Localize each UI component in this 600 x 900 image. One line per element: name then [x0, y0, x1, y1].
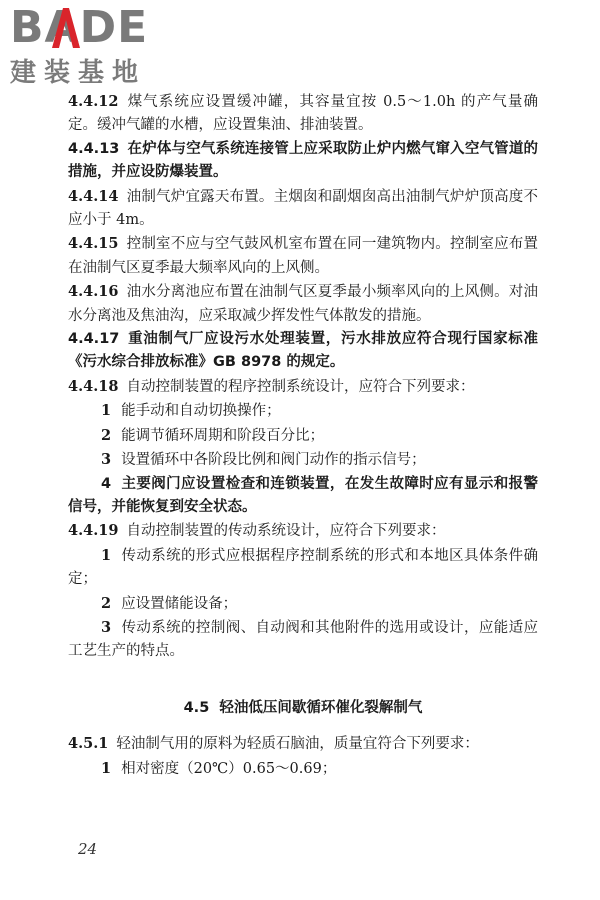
- list-item: 2 应设置储能设备；: [101, 594, 238, 612]
- logo: [10, 4, 180, 90]
- clause-4-5-1: 4.5.1 轻油制气用的原料为轻质石脑油，质量宜符合下列要求：: [68, 735, 479, 753]
- list-item: 3 传动系统的控制阀、自动阀和其他附件的选用或设计，应能适应工艺生产的特点。: [68, 618, 538, 660]
- logo-subtitle: 建装基地: [10, 58, 147, 88]
- list-item: 1 传动系统的形式应根据程序控制系统的形式和本地区具体条件确定；: [68, 546, 538, 588]
- list-item: 1 能手动和自动切换操作；: [101, 402, 281, 420]
- clause-4-4-18: 4.4.18 自动控制装置的程序控制系统设计，应符合下列要求：: [68, 377, 475, 395]
- clause-4-4-16: 4.4.16 油水分离池应布置在油制气区夏季最小频率风向的上风侧。对油水分离池及焦油沟，应采取减少挥发性气体散发的措施。: [68, 283, 538, 324]
- logo-wordmark: BADE: [10, 2, 149, 53]
- clause-4-4-14: 4.4.14 油制气炉宜露天布置。主烟囱和副烟囱高出油制气炉炉顶高度不应小于 4m。: [68, 187, 538, 229]
- page-number: 24: [78, 840, 98, 858]
- clause-4-4-19: 4.4.19 自动控制装置的传动系统设计，应符合下列要求：: [68, 522, 446, 540]
- list-item: 2 能调节循环周期和阶段百分比；: [101, 426, 325, 444]
- list-item: 1 相对密度（20℃）0.65～0.69；: [101, 759, 337, 777]
- list-item: 3 设置循环中各阶段比例和阀门动作的指示信号；: [101, 451, 426, 469]
- section-title: 4.5 轻油低压间歇循环催化裂解制气: [183, 699, 423, 716]
- list-item: 4 主要阀门应设置检查和连锁装置，在发生故障时应有显示和报警信号，并能恢复到安全状态。: [68, 475, 538, 515]
- clause-4-4-17: 4.4.17 重油制气厂应设污水处理装置，污水排放应符合现行国家标准《污水综合排放标准》GB 8978 的规定。: [68, 331, 538, 371]
- clause-4-4-15: 4.4.15 控制室不应与空气鼓风机室布置在同一建筑物内。控制室应布置在油制气区夏季最大频率风向的上风侧。: [68, 235, 538, 276]
- clause-4-4-13: 4.4.13 在炉体与空气系统连接管上应采取防止炉内燃气窜入空气管道的措施，并应设防爆装置。: [68, 140, 538, 181]
- clause-4-4-12: 4.4.12 煤气系统应设置缓冲罐，其容量宜按 0.5～1.0h 的产气量确定。缓冲气罐的水槽，应设置集油、排油装置。: [68, 93, 538, 134]
- logo-a-mark-icon: [48, 4, 82, 50]
- document-body: [68, 90, 538, 781]
